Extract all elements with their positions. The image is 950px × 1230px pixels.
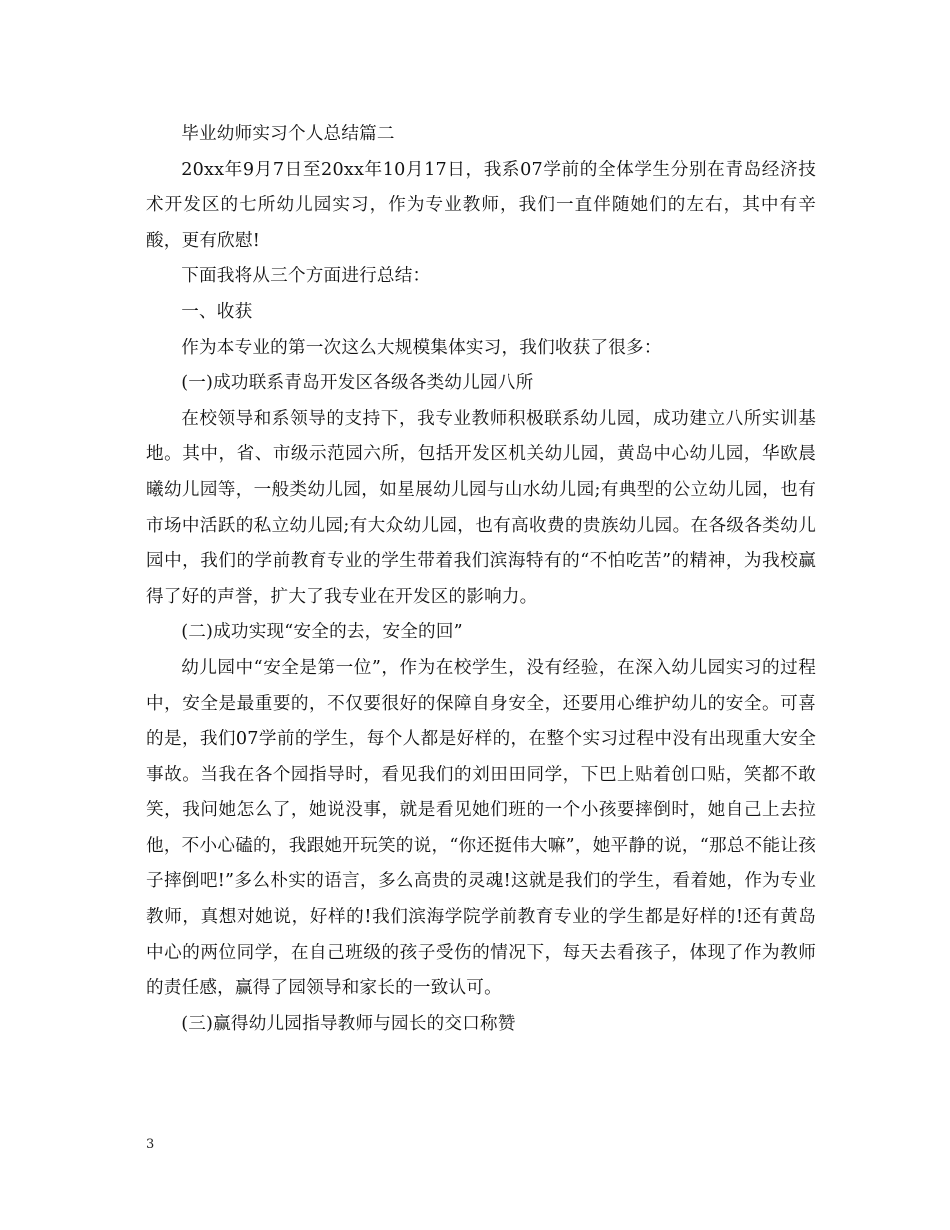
subheading-3: (三)赢得幼儿园指导教师与园长的交口称赞 bbox=[181, 1013, 516, 1034]
intro-paragraph: 20xx年9月7日至20xx年10月17日，我系07学前的全体学生分别在青岛经济技术开发区的七所幼儿园实习，作为专业教师，我们一直伴随她们的左右，其中有辛酸，更有欣慰! bbox=[146, 159, 816, 251]
summary-intro: 下面我将从三个方面进行总结： bbox=[181, 266, 431, 287]
paragraph-safety: 幼儿园中“安全是第一位”，作为在校学生，没有经验，在深入幼儿园实习的过程中，安全是最重要的，不仅要很好的保障自身安全，还要用心维护幼儿的安全。可喜的是，我们07学前的学生，每个人都是好样的，在整个实习过程中没有出现重大安全事故。当我在各个园指导时，看见我们的刘田田同学，下巴上贴着创口贴，笑都不敢笑，我问她怎么了，她说没事，就是看见她们班的一个小孩要摔倒时，她自己上去拉他，不小心磕的，我跟她开玩笑的说，“你还挺伟大嘛”，她平静的说，“那总不能让孩子摔倒吧!”多么朴实的语言，多么高贵的灵魂!这就是我们的学生，看着她，作为专业教师，真想对她说，好样的!我们滨海学院学前教育专业的学生都是好样的!还有黄岛中心的两位同学，在自己班级的孩子受伤的情况下，每天去看孩子，体现了作为教师的责任感，赢得了园领导和家长的一致认可。 bbox=[146, 657, 816, 999]
paragraph-kindergartens: 在校领导和系领导的支持下，我专业教师积极联系幼儿园，成功建立八所实训基地。其中，省、市级示范园六所，包括开发区机关幼儿园，黄岛中心幼儿园，华欧晨曦幼儿园等，一般类幼儿园，如星展幼儿园与山水幼儿园;有典型的公立幼儿园，也有市场中活跃的私立幼儿园;有大众幼儿园，也有高收费的贵族幼儿园。在各级各类幼儿园中，我们的学前教育专业的学生带着我们滨海特有的“不怕吃苦”的精神，为我校赢得了好的声誉，扩大了我专业在开发区的影响力。 bbox=[146, 408, 816, 607]
subheading-1: (一)成功联系青岛开发区各级各类幼儿园八所 bbox=[181, 373, 534, 394]
harvest-intro: 作为本专业的第一次这么大规模集体实习，我们收获了很多： bbox=[181, 337, 662, 358]
page-number: 3 bbox=[146, 1137, 155, 1152]
subheading-2: (二)成功实现“安全的去，安全的回” bbox=[181, 622, 463, 643]
section-title: 毕业幼师实习个人总结篇二 bbox=[181, 124, 395, 144]
heading-harvest: 一、收获 bbox=[181, 301, 253, 322]
document-body bbox=[146, 117, 816, 1042]
